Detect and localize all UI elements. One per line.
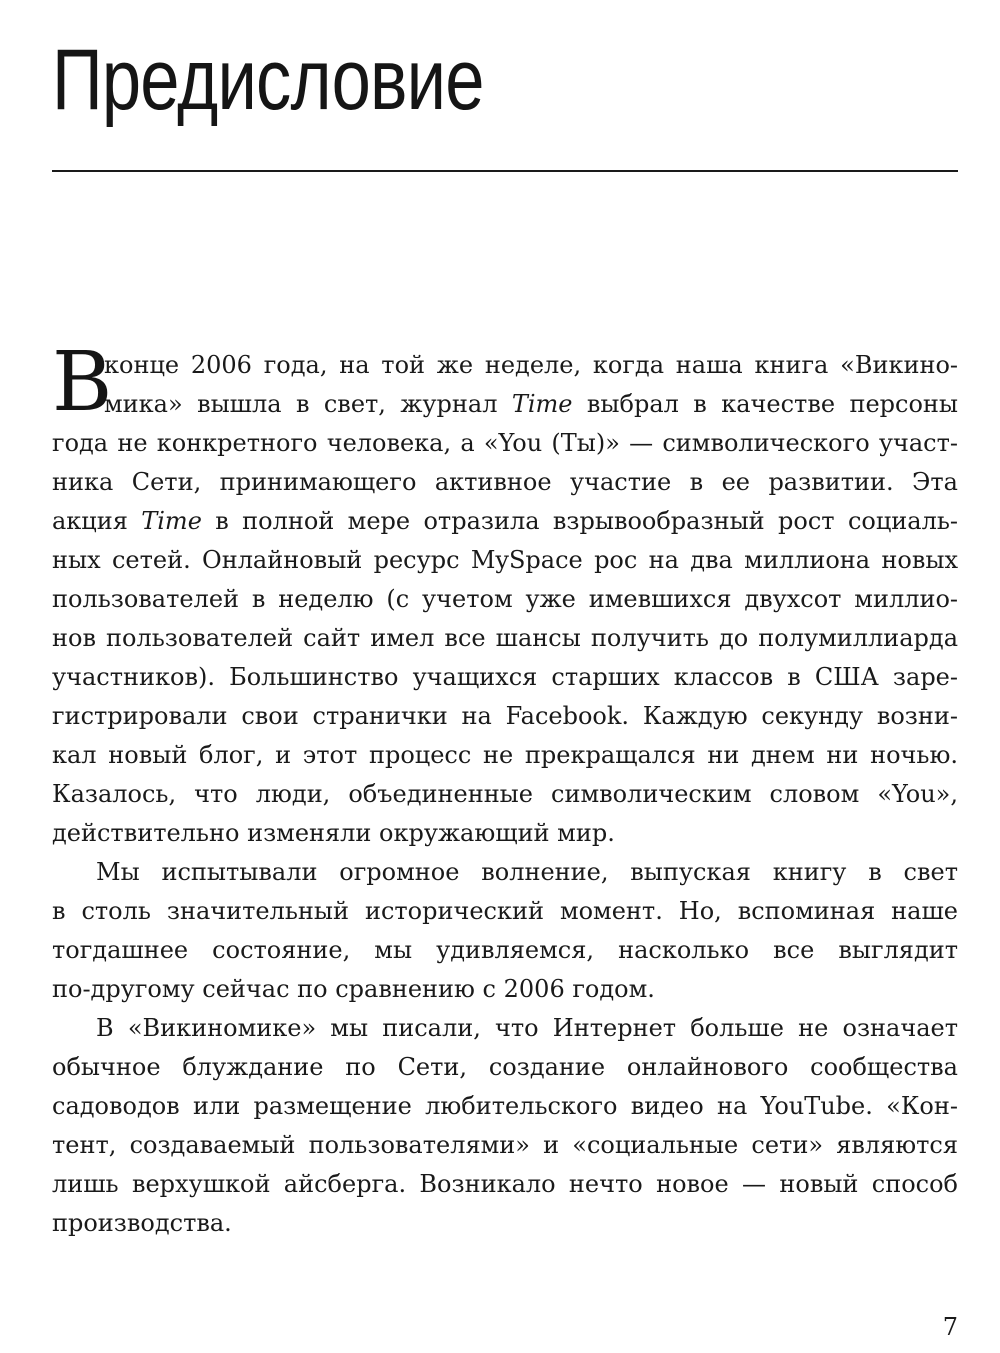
paragraph-2 (52, 853, 958, 1009)
text-line: ника Сети, принимающего активное участие в ее развитии. Эта (52, 468, 958, 496)
magazine-title: Time (141, 507, 202, 535)
text-line: Казалось, что люди, объединенные символическим словом «You», (52, 780, 958, 808)
page-number: 7 (942, 1313, 958, 1341)
text-line: гистрировали свои странички на Facebook. Каждую секунду возни- (52, 702, 958, 730)
title-rule (52, 170, 958, 172)
text-run: в полной мере отразила взрывообразный рост социаль- (201, 507, 958, 535)
text-line: по-другому сейчас по сравнению с 2006 годом. (52, 975, 655, 1003)
paragraph-3 (52, 1009, 958, 1243)
page-title: Предисловие (52, 32, 484, 128)
text-line: конце 2006 года, на той же неделе, когда наша книга «Викино- (104, 351, 958, 379)
text-line: лишь верхушкой айсберга. Возникало нечто новое — новый способ (52, 1170, 958, 1198)
text-line: пользователей в неделю (с учетом уже имевшихся двухсот миллио- (52, 585, 958, 613)
paragraph-1 (52, 346, 958, 853)
text-line: действительно изменяли окружающий мир. (52, 819, 615, 847)
text-line (52, 385, 958, 424)
text-run: акция (52, 507, 142, 535)
text-line: садоводов или размещение любительского видео на YouTube. «Кон- (52, 1092, 958, 1120)
text-line: производства. (52, 1209, 232, 1237)
text-line: кал новый блог, и этот процесс не прекращался ни днем ни ночью. (52, 741, 958, 769)
text-run: мика» вышла в свет, журнал (104, 390, 512, 418)
text-line: тогдашнее состояние, мы удивляемся, насколько все выглядит (52, 936, 958, 964)
text-line: тент, создаваемый пользователями» и «социальные сети» являются (52, 1131, 958, 1159)
text-line: ных сетей. Онлайновый ресурс MySpace рос на два миллиона новых (52, 546, 958, 574)
text-line: в столь значительный исторический момент. Но, вспоминая наше (52, 897, 958, 925)
text-line: года не конкретного человека, а «You (Ты)» — символического участ- (52, 429, 958, 457)
drop-cap: В (52, 335, 113, 430)
text-line: обычное блуждание по Сети, создание онлайнового сообщества (52, 1053, 958, 1081)
text-run: выбрал в качестве персоны (572, 390, 958, 418)
magazine-title: Time (511, 390, 573, 418)
text-line: Мы испытывали огромное волнение, выпуская книгу в свет (96, 858, 958, 886)
text-line: участников). Большинство учащихся старших классов в США заре- (52, 663, 958, 691)
text-line (52, 502, 958, 541)
text-line: В «Викиномике» мы писали, что Интернет больше не означает (96, 1014, 958, 1042)
text-line: нов пользователей сайт имел все шансы получить до полумиллиарда (52, 624, 958, 652)
body-text (52, 335, 958, 1243)
